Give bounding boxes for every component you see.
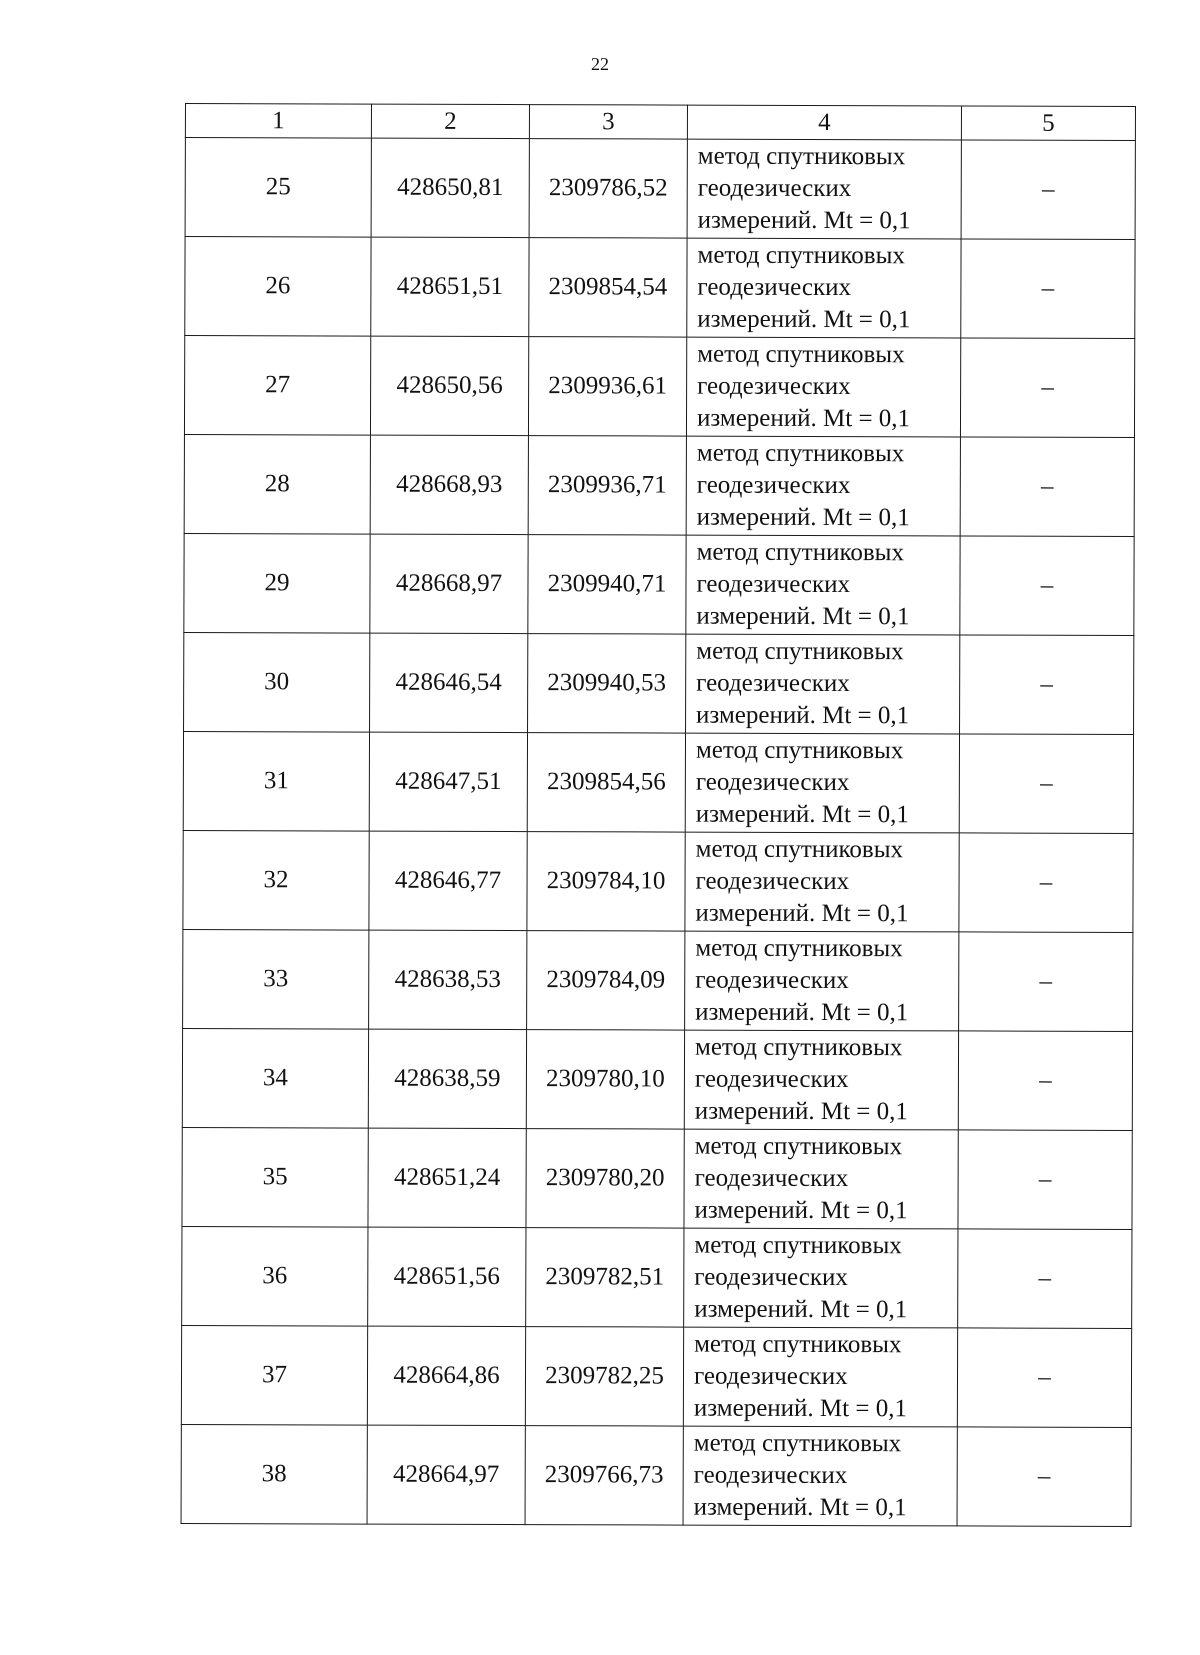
note-cell: –	[958, 1031, 1132, 1131]
x-coordinate-cell: 428664,97	[367, 1425, 525, 1524]
method-line: измерений. Mt = 0,1	[694, 1295, 908, 1324]
y-coordinate-cell: 2309780,20	[526, 1129, 684, 1228]
method-line: метод спутниковых	[697, 340, 905, 369]
table-header	[185, 104, 1135, 141]
method-line: метод спутниковых	[695, 934, 903, 963]
point-number-cell: 30	[184, 632, 370, 732]
y-coordinate-cell: 2309854,56	[527, 733, 685, 832]
note-cell: –	[959, 734, 1133, 834]
x-coordinate-cell: 428651,51	[371, 237, 529, 336]
method-line: измерений. Mt = 0,1	[695, 899, 909, 928]
table-row	[183, 830, 1133, 932]
point-number-cell: 31	[183, 731, 369, 831]
table-row	[182, 1127, 1132, 1229]
method-cell	[684, 1228, 958, 1328]
method-cell	[687, 238, 961, 338]
note-cell: –	[957, 1427, 1131, 1527]
method-line: метод спутниковых	[694, 1132, 903, 1161]
method-line: геодезических	[695, 867, 850, 896]
method-cell	[684, 1129, 958, 1229]
method-cell	[685, 931, 959, 1031]
y-coordinate-cell: 2309786,52	[529, 139, 687, 238]
method-line: измерений. Mt = 0,1	[696, 701, 910, 730]
header-col-3: 3	[529, 105, 687, 139]
method-cell	[683, 1327, 957, 1427]
method-cell	[687, 139, 961, 239]
note-cell: –	[960, 338, 1134, 438]
point-number-cell: 34	[182, 1028, 368, 1128]
y-coordinate-cell: 2309766,73	[525, 1426, 683, 1525]
x-coordinate-cell: 428646,54	[370, 633, 528, 732]
y-coordinate-cell: 2309784,10	[527, 832, 685, 931]
header-col-5: 5	[961, 106, 1135, 141]
method-line: метод спутниковых	[696, 439, 905, 468]
method-cell	[685, 733, 959, 833]
note-cell: –	[961, 239, 1135, 339]
note-cell: –	[960, 536, 1134, 636]
method-line: метод спутниковых	[694, 1330, 902, 1359]
header-col-4: 4	[687, 105, 961, 140]
method-line: измерений. Mt = 0,1	[693, 1493, 907, 1522]
point-number-cell: 27	[184, 336, 370, 436]
table-row	[184, 533, 1134, 635]
point-number-cell: 29	[184, 533, 370, 633]
method-line: метод спутниковых	[697, 241, 905, 270]
method-line: метод спутниковых	[697, 142, 906, 171]
coordinates-table	[181, 103, 1136, 1527]
table-body	[181, 138, 1135, 1527]
point-number-cell: 26	[185, 237, 371, 337]
note-cell: –	[960, 437, 1134, 537]
y-coordinate-cell: 2309780,10	[526, 1030, 684, 1129]
x-coordinate-cell: 428664,86	[367, 1326, 525, 1425]
y-coordinate-cell: 2309782,51	[526, 1228, 684, 1327]
x-coordinate-cell: 428668,93	[370, 435, 528, 534]
table-row	[184, 336, 1134, 438]
note-cell: –	[959, 833, 1133, 933]
method-line: геодезических	[693, 1461, 848, 1490]
note-cell: –	[957, 1328, 1131, 1428]
method-cell	[686, 436, 960, 536]
x-coordinate-cell: 428638,53	[369, 930, 527, 1029]
method-cell	[686, 535, 960, 635]
note-cell: –	[958, 1229, 1132, 1329]
table-row	[183, 929, 1133, 1031]
x-coordinate-cell: 428668,97	[370, 534, 528, 633]
y-coordinate-cell: 2309784,09	[527, 931, 685, 1030]
note-cell: –	[960, 635, 1134, 735]
method-line: геодезических	[693, 1362, 848, 1391]
point-number-cell: 38	[181, 1424, 367, 1524]
method-line: метод спутниковых	[696, 538, 905, 567]
y-coordinate-cell: 2309854,54	[529, 238, 687, 337]
point-number-cell: 25	[185, 138, 371, 238]
method-line: метод спутниковых	[695, 736, 904, 765]
note-cell: –	[961, 140, 1135, 240]
y-coordinate-cell: 2309782,25	[525, 1327, 683, 1426]
table-row	[182, 1226, 1132, 1328]
y-coordinate-cell: 2309940,71	[528, 535, 686, 634]
x-coordinate-cell: 428650,56	[370, 336, 528, 435]
method-line: измерений. Mt = 0,1	[695, 800, 909, 829]
method-line: метод спутниковых	[694, 1231, 902, 1260]
method-line: измерений. Mt = 0,1	[696, 503, 910, 532]
method-cell	[683, 1426, 957, 1526]
method-line: метод спутниковых	[696, 637, 904, 666]
method-line: измерений. Mt = 0,1	[693, 1394, 908, 1423]
point-number-cell: 32	[183, 830, 369, 930]
method-line: геодезических	[695, 966, 849, 995]
method-line: геодезических	[694, 1263, 848, 1292]
table-row	[181, 1325, 1131, 1427]
method-line: метод спутниковых	[694, 1033, 903, 1062]
method-line: геодезических	[696, 669, 850, 698]
point-number-cell: 35	[182, 1127, 368, 1227]
method-line: измерений. Mt = 0,1	[696, 404, 911, 433]
method-line: измерений. Mt = 0,1	[696, 602, 910, 631]
method-line: геодезических	[696, 570, 851, 599]
method-line: измерений. Mt = 0,1	[695, 998, 909, 1027]
method-line: измерений. Mt = 0,1	[697, 305, 911, 334]
header-row	[185, 104, 1135, 141]
x-coordinate-cell: 428650,81	[371, 138, 529, 237]
method-line: геодезических	[697, 174, 852, 203]
y-coordinate-cell: 2309936,71	[528, 436, 686, 535]
method-line: геодезических	[696, 471, 851, 500]
point-number-cell: 36	[182, 1226, 368, 1326]
method-line: измерений. Mt = 0,1	[697, 206, 911, 235]
x-coordinate-cell: 428646,77	[369, 831, 527, 930]
method-line: геодезических	[695, 768, 850, 797]
method-line: геодезических	[697, 273, 852, 302]
header-col-2: 2	[371, 104, 529, 138]
method-line: геодезических	[697, 372, 851, 401]
method-cell	[686, 337, 960, 437]
method-line: метод спутниковых	[695, 835, 904, 864]
point-number-cell: 33	[183, 929, 369, 1029]
note-cell: –	[959, 932, 1133, 1032]
x-coordinate-cell: 428651,24	[368, 1128, 526, 1227]
header-col-1: 1	[185, 104, 371, 139]
table-row	[183, 731, 1133, 833]
method-cell	[685, 832, 959, 932]
x-coordinate-cell: 428647,51	[369, 732, 527, 831]
x-coordinate-cell: 428638,59	[368, 1029, 526, 1128]
table-row	[182, 1028, 1132, 1130]
method-cell	[684, 1030, 958, 1130]
method-line: геодезических	[694, 1065, 849, 1094]
note-cell: –	[958, 1130, 1132, 1230]
y-coordinate-cell: 2309936,61	[528, 337, 686, 436]
table-row	[185, 237, 1135, 339]
table-row	[185, 138, 1135, 240]
table-row	[184, 632, 1134, 734]
point-number-cell: 28	[184, 434, 370, 534]
method-line: измерений. Mt = 0,1	[694, 1097, 908, 1126]
method-line: измерений. Mt = 0,1	[694, 1196, 908, 1225]
table-row	[181, 1424, 1131, 1526]
x-coordinate-cell: 428651,56	[368, 1227, 526, 1326]
method-cell	[686, 634, 960, 734]
page-number: 22	[591, 54, 609, 74]
method-line: геодезических	[694, 1164, 849, 1193]
table-row	[184, 434, 1134, 536]
point-number-cell: 37	[181, 1325, 367, 1425]
y-coordinate-cell: 2309940,53	[528, 634, 686, 733]
method-line: метод спутниковых	[693, 1429, 902, 1458]
